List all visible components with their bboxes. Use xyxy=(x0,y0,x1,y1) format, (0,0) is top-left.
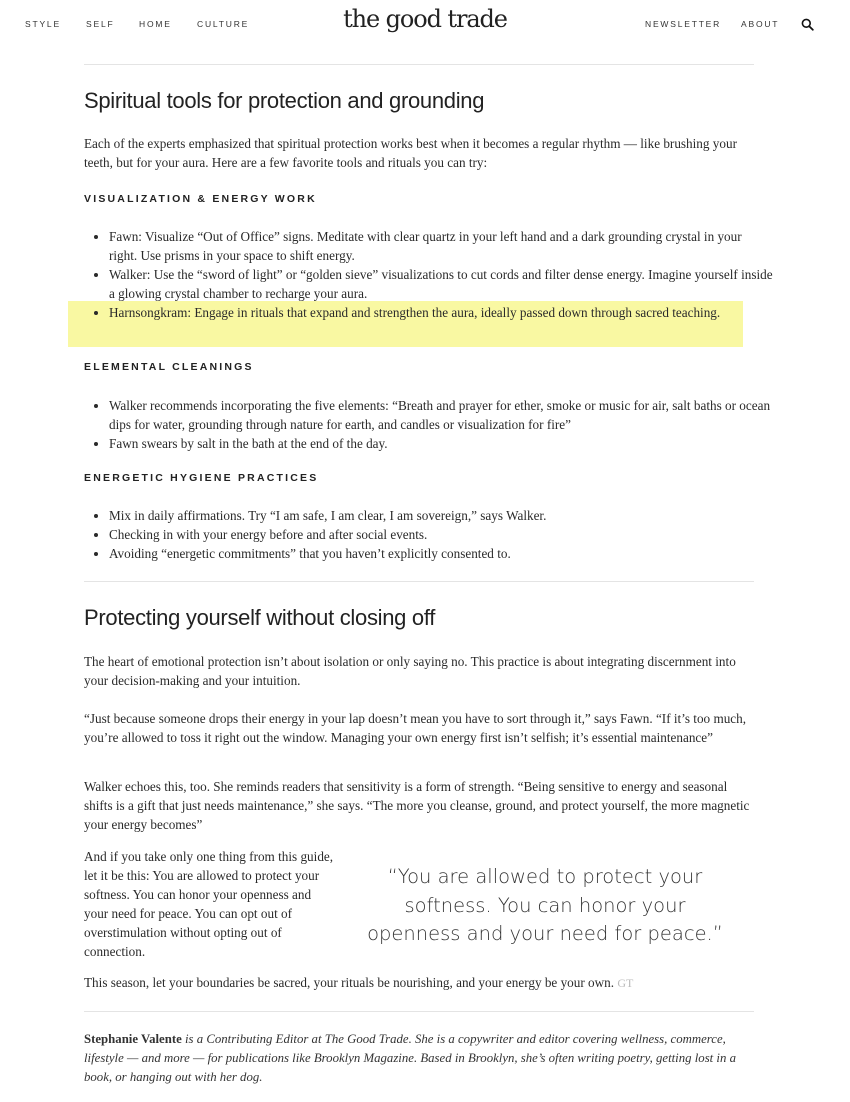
author-name: Stephanie Valente xyxy=(84,1032,182,1046)
list-item: • Walker recommends incorporating the five elements: “Breath and prayer for ether, smoke or music for air, salt baths or ocean dips for water, grounding through nature for earth, and candles or visualization for fire” xyxy=(109,396,773,434)
section-heading-tools: Spiritual tools for protection and grounding xyxy=(84,88,485,113)
list-item: • Walker: Use the “sword of light” or “golden sieve” visualizations to cut cords and filter dense energy. Imagine yourself inside a glowing crystal chamber to recharge your aura. xyxy=(109,265,773,303)
list-hygiene xyxy=(84,506,773,563)
pull-quote: “You are allowed to protect your softness. You can honor your openness and your need for peace.” xyxy=(367,865,723,945)
divider xyxy=(84,581,754,582)
list-item-highlighted: • Harnsongkram: Engage in rituals that expand and strengthen the aura, ideally passed down through sacred teaching. xyxy=(109,303,773,322)
paragraph-fawn-quote: “Just because someone drops their energy in your lap doesn’t mean you have to sort through it,” says Fawn. “If it’s too much, you’re allowed to toss it right out the window. Managing your own energy first isn’t selfish; it’s essential maintenance” xyxy=(84,711,747,745)
list-item: • Fawn: Visualize “Out of Office” signs. Meditate with clear quartz in your left hand and a dark grounding crystal in your right. Use prisms in your space to shift energy. xyxy=(109,227,773,265)
paragraph-walker: Walker echoes this, too. She reminds readers that sensitivity is a form of strength. “Being sensitive to energy and seasonal shifts is a gift that just needs maintenance,” she says. “The more you cleanse, ground, and protect yourself, the more magnetic your energy becomes” xyxy=(84,779,750,832)
section-heading-protecting: Protecting yourself without closing off xyxy=(84,605,436,630)
list-item: • Checking in with your energy before and after social events. xyxy=(109,525,773,544)
search-icon[interactable] xyxy=(801,18,814,31)
list-visualization xyxy=(84,227,773,322)
nav-newsletter[interactable]: NEWSLETTER xyxy=(645,19,722,29)
divider xyxy=(84,1011,754,1012)
paragraph-takeaway: And if you take only one thing from this guide, let it be this: You are allowed to protect your softness. You can honor your openness and your need for peace. You can opt out of overstimulation without opting out of connection. xyxy=(84,849,334,959)
author-bio xyxy=(84,1030,764,1087)
paragraph-intro: Each of the experts emphasized that spiritual protection works best when it becomes a regular rhythm — like brushing your teeth, but for your aura. Here are a few favorite tools and rituals you can try: xyxy=(84,136,737,170)
subheading-elemental: ELEMENTAL CLEANINGS xyxy=(84,361,254,373)
nav-self[interactable]: SELF xyxy=(86,19,115,29)
subheading-hygiene: ENERGETIC HYGIENE PRACTICES xyxy=(84,472,319,484)
closing-text: This season, let your boundaries be sacred, your rituals be nourishing, and your energy be your own. xyxy=(84,975,615,990)
nav-style[interactable]: STYLE xyxy=(25,19,61,29)
nav-culture[interactable]: CULTURE xyxy=(197,19,250,29)
list-item: • Mix in daily affirmations. Try “I am safe, I am clear, I am sovereign,” says Walker. xyxy=(109,506,773,525)
paragraph-closing xyxy=(84,973,754,993)
list-item: • Avoiding “energetic commitments” that you haven’t explicitly consented to. xyxy=(109,544,773,563)
end-mark-icon: GT xyxy=(617,976,634,990)
top-nav xyxy=(0,0,850,48)
list-elemental xyxy=(84,396,773,453)
author-bio-text: is a Contributing Editor at The Good Trade. She is a copywriter and editor covering wellness, commerce, lifestyle — and more — for publications like Brooklyn Magazine. Based in Brooklyn, she’s often writing poetry, getting lost in a book, or hanging out with her dog. xyxy=(84,1032,736,1084)
paragraph: The heart of emotional protection isn’t about isolation or only saying no. This practice is about integrating discernment into your decision-making and your intuition. xyxy=(84,654,736,688)
brand-logo[interactable]: the good trade xyxy=(343,5,507,33)
nav-about[interactable]: ABOUT xyxy=(741,19,780,29)
subheading-visualization: VISUALIZATION & ENERGY WORK xyxy=(84,193,317,205)
list-item: • Fawn swears by salt in the bath at the end of the day. xyxy=(109,434,773,453)
divider xyxy=(84,64,754,65)
nav-home[interactable]: HOME xyxy=(139,19,172,29)
